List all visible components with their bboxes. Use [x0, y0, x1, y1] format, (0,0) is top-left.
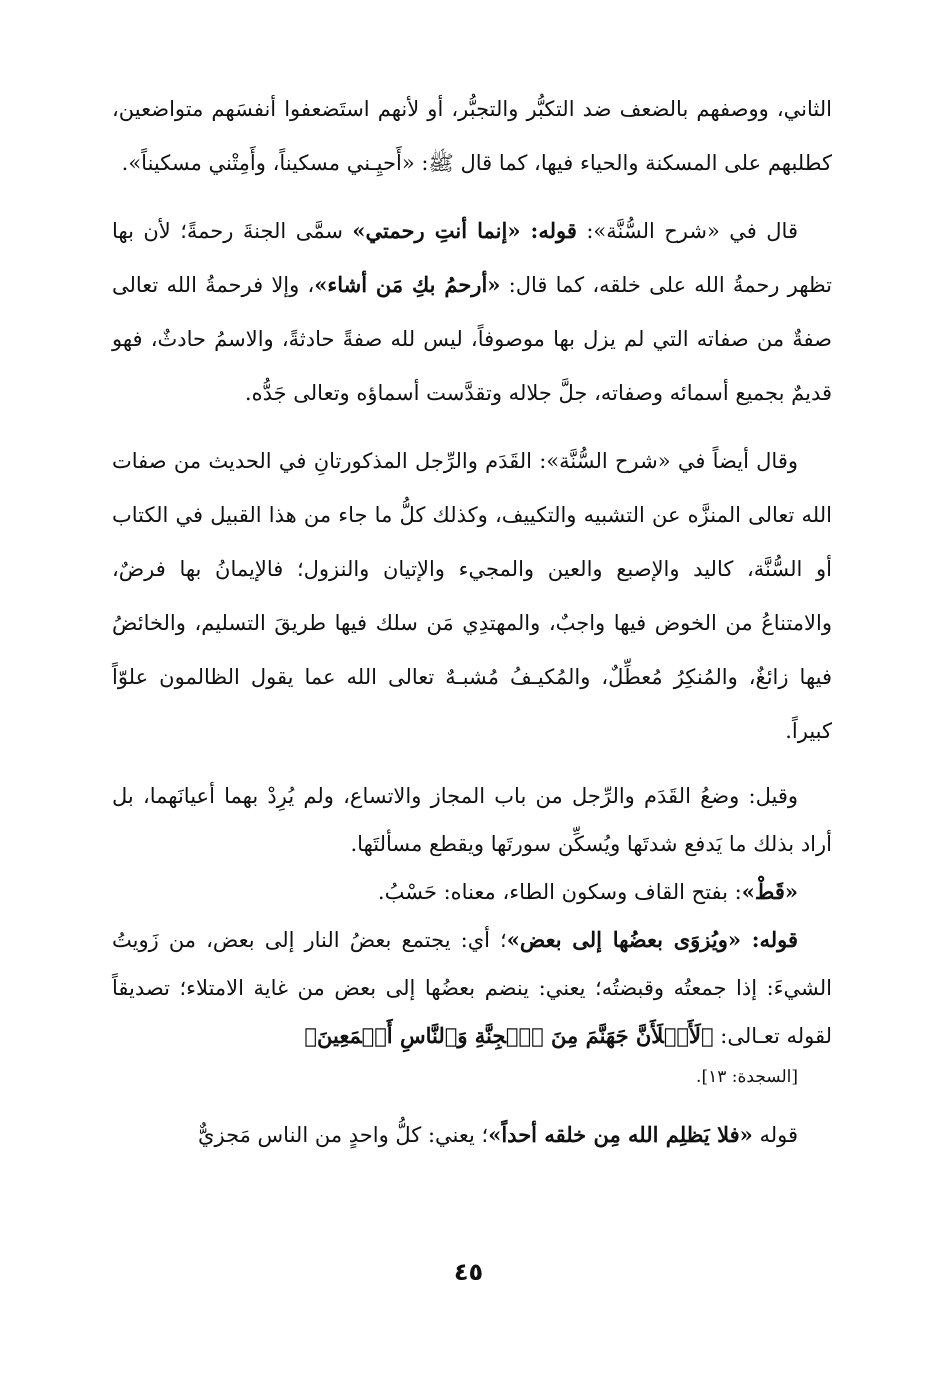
- paragraph-5-text: : بفتح القاف وسكون الطاء، معناه: حَسْبُ.: [377, 880, 742, 904]
- hadith-quote-3: قوله: «ويُزوَى بعضُها إلى بعض»: [506, 927, 798, 952]
- paragraph-7-text: ؛ يعني: كلُّ واحدٍ من الناس مَجزيٌّ: [198, 1123, 489, 1147]
- paragraph-7: [112, 1108, 832, 1162]
- paragraph-5: [112, 868, 832, 916]
- paragraph-4: وقيل: وضعُ القَدَم والرِّجل من باب المجاز والاتساع، ولم يُرِدْ بهما أعيانَهما، بل أراد بذلك ما يَدفع شدتَها ويُسكِّن سورتَها ويقطع مسألتَها.: [112, 784, 832, 856]
- hadith-quote-2: «أرحمُ بكِ مَن أشاء»: [314, 272, 501, 297]
- paragraph-2-intro: قال في «شرح السُّنَّة»:: [576, 219, 798, 243]
- paragraph-1: الثاني، ووصفهم بالضعف ضد التكبُّر والتجبُّر، أو لأنهم استَضعفوا أنفسَهم متواضعين، كطلبهم على المسكنة والحياء فيها، كما قال ﷺ: «أَحيِـني مسكيناً، وأَمِتْني مسكيناً».: [112, 97, 832, 175]
- verse-reference: [السجدة: ١٣].: [696, 1067, 798, 1087]
- hadith-quote-1: قوله: «إنما أنتِ رحمتي»: [352, 218, 577, 243]
- page-body: [112, 82, 832, 1162]
- quran-verse: ﴿لَأَمۡلَأَنَّ جَهَنَّمَ مِنَ ٱلۡجِنَّةِ وَٱلنَّاسِ أَجۡمَعِينَ﴾: [304, 1023, 714, 1048]
- paragraph-6-text: ؛ أي: يجتمع بعضُ النار إلى بعض، من زَويتُ الشيءَ: إذا جمعتُه وقبضتُه؛ يعني: ينضم بعضُها إلى بعض من غاية الامتلاء؛ تصديقاً لقوله تعـالى:: [112, 928, 832, 1048]
- page-number: ٤٥: [453, 1258, 484, 1286]
- term-qat: «قَطْ»: [741, 879, 798, 904]
- paragraph-2: [112, 204, 832, 420]
- paragraph-3: وقال أيضاً في «شرح السُّنَّة»: القَدَم والرِّجل المذكورتانِ في الحديث من صفات الله تعالى المنزَّه عن التشبيه والتكييف، وكذلك كلُّ ما جاء من هذا القبيل في الكتاب أو السُّنَّة، كاليد والإصبع والعين والمجيء والإتيان والنزول؛ فالإيمانُ بها فرضٌ، والامتناعُ من الخوض فيها واجبٌ، والمهتدِي مَن سلك فيها طريقَ التسليم، والخائضُ فيها زائغٌ، والمُنكِرُ مُعطِّلٌ، والمُكيـفُ مُشبـهٌ تعالى الله عما يقول الظالمون علوّاً كبيراً.: [112, 449, 832, 743]
- paragraph-7-intro: قوله: [752, 1123, 798, 1147]
- paragraph-2-text-1: سمَّى الجنةَ رحمةً؛ لأن بها تظهر رحمةُ الله على خلقه، كما قال:: [112, 219, 832, 297]
- hadith-quote-4: «فلا يَظلِم الله مِن خلقه أحداً»: [488, 1122, 753, 1147]
- paragraph-2-text-2: ، وإلا فرحمةُ الله تعالى صفةٌ من صفاته التي لم يزل بها موصوفاً، ليس لله صفةً حادثةً، والاسمُ حادثٌ، فهو قديمٌ بجميع أسمائه وصفاته، جلَّ جلاله وتقدَّست أسماؤه وتعالى جَدُّه.: [112, 273, 832, 405]
- paragraph-6: [112, 916, 832, 1094]
